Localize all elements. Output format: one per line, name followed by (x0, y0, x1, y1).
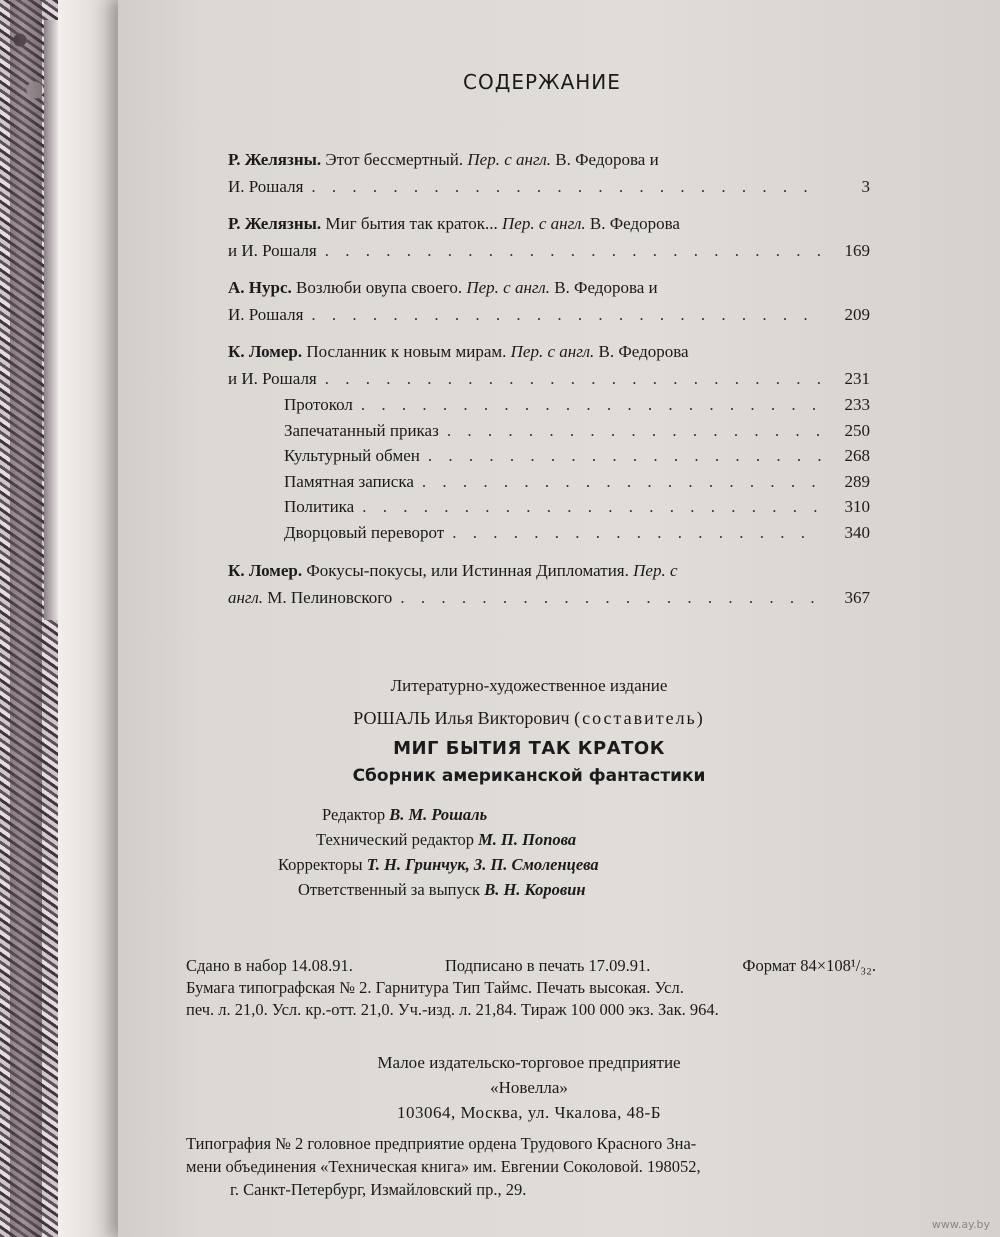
toc-translation-cont: англ. (228, 588, 264, 607)
staff-label: Корректоры (278, 855, 363, 874)
staff-name: М. П. Попова (478, 830, 577, 849)
publisher-address: 103064, Москва, ул. Чкалова, 48-Б (396, 1103, 661, 1122)
toc-translator: В. Федорова и (554, 278, 658, 297)
staff-line (278, 852, 599, 877)
tech-typeset: Сдано в набор 14.08.91. (186, 956, 353, 975)
dot-leader (428, 443, 822, 469)
editorial-staff (278, 802, 599, 902)
staff-label: Редактор (322, 805, 386, 824)
toc-translation: Пер. с (633, 561, 678, 580)
printing-line: г. Санкт-Петербург, Измайловский пр., 29. (230, 1180, 527, 1199)
printing-line: мени объединения «Техническая книга» им. Евгении Соколовой. 198052, (186, 1157, 701, 1176)
technical-details (186, 955, 876, 1021)
toc-translation: Пер. с англ. (467, 150, 552, 169)
toc-entry (228, 338, 870, 392)
subentry-title: Дворцовый переворот (284, 522, 445, 542)
toc-translation: Пер. с англ. (466, 278, 550, 297)
dot-leader (325, 238, 822, 264)
compiler-name: РОШАЛЬ Илья Викторович (353, 708, 570, 728)
book-page (118, 0, 1000, 1237)
tech-paper: Бумага типографская № 2. Гарнитура Тип Таймс. Печать высокая. Усл. (186, 978, 684, 997)
subentry-page: 268 (844, 446, 870, 465)
edition-kind: Литературно-художественное издание (390, 676, 668, 695)
subentry-page: 340 (844, 522, 870, 542)
toc-title: Миг бытия так краток... (325, 214, 498, 233)
dot-leader (422, 469, 822, 495)
subentry-title: Культурный обмен (284, 446, 420, 465)
toc-subentry (284, 392, 870, 418)
toc-subentries (228, 392, 870, 545)
toc-page-number: 367 (844, 588, 870, 607)
dot-leader (325, 366, 822, 392)
toc-entry (228, 557, 870, 611)
subentry-page: 310 (844, 497, 870, 516)
site-watermark: www.ay.by (931, 1218, 990, 1231)
compiler-role: (составитель) (574, 708, 705, 728)
toc-subentry (284, 443, 870, 469)
cover-edge (44, 20, 58, 620)
toc-translator: В. Федорова (589, 214, 680, 233)
dot-leader (362, 494, 822, 520)
staff-name: Т. Н. Гринчук, З. П. Смоленцева (366, 855, 599, 874)
toc-title: Этот бессмертный. (325, 150, 464, 169)
staff-line (278, 827, 599, 852)
staff-label: Технический редактор (316, 830, 474, 849)
toc-page-number: 169 (844, 241, 870, 260)
book-title: МИГ БЫТИЯ ТАК КРАТОК (393, 738, 665, 759)
dot-leader (400, 585, 822, 611)
subentry-page: 250 (844, 420, 870, 440)
toc-translation: Пер. с англ. (510, 342, 595, 361)
staff-label: Ответственный за выпуск (298, 880, 481, 899)
toc-subentry (284, 520, 870, 546)
publisher-brand: «Новелла» (490, 1078, 568, 1097)
toc-author: Р. Желязны. (228, 214, 322, 233)
publisher-info (88, 1050, 970, 1125)
toc-subentry (284, 418, 870, 444)
staff-line (278, 802, 599, 827)
toc-translator-cont: и И. Рошаля (228, 241, 317, 260)
toc-page-number: 231 (844, 369, 870, 388)
dot-leader (447, 418, 822, 444)
subentry-page: 233 (844, 395, 870, 414)
staff-name: В. Н. Коровин (484, 880, 586, 899)
toc-title: Возлюби овупа своего. (296, 278, 463, 297)
toc-subentry (284, 494, 870, 520)
toc-translator: В. Федорова и (555, 150, 659, 169)
dot-leader (452, 520, 822, 546)
book-cover (0, 0, 58, 1237)
toc-entry (228, 210, 870, 264)
tech-signed: Подписано в печать 17.09.91. (444, 956, 651, 975)
printing-line: Типография № 2 головное предприятие ордена Трудового Красного Зна- (186, 1134, 697, 1153)
toc-author: А. Нурс. (228, 278, 292, 297)
dot-leader (311, 174, 822, 200)
dot-leader (361, 392, 822, 418)
toc-translator: В. Федорова (598, 342, 689, 361)
toc-author: К. Ломер. (228, 561, 303, 580)
subentry-title: Протокол (284, 395, 353, 414)
publisher-name: Малое издательско-торговое предприятие (377, 1053, 681, 1072)
staff-line (278, 877, 599, 902)
subentry-title: Памятная записка (284, 471, 414, 491)
toc-subentry (284, 469, 870, 495)
toc-title: Посланник к новым мирам. (306, 342, 507, 361)
subentry-title: Политика (284, 497, 355, 516)
toc-entry (228, 146, 870, 200)
tech-format: Формат 84×108¹/₃₂. (742, 956, 876, 975)
compiler-line (88, 708, 970, 729)
dot-leader (311, 302, 822, 328)
toc-translator-cont: И. Рошаля (228, 305, 304, 324)
toc-translator-cont: И. Рошаля (228, 177, 304, 196)
table-of-contents (228, 146, 870, 621)
toc-page-number: 3 (861, 177, 870, 196)
tech-print-run: печ. л. 21,0. Усл. кр.-отт. 21,0. Уч.-изд. л. 21,84. Тираж 100 000 экз. Зак. 964. (186, 1000, 719, 1019)
printing-house (186, 1132, 876, 1201)
subentry-page: 289 (844, 471, 870, 491)
book-subtitle: Сборник американской фантастики (352, 766, 706, 786)
staff-name: В. М. Рошаль (389, 805, 488, 824)
toc-translator-cont: М. Пелиновского (267, 588, 393, 607)
toc-translator-cont: и И. Рошаля (228, 369, 317, 388)
toc-author: К. Ломер. (228, 342, 303, 361)
cover-pattern (10, 0, 42, 1237)
toc-translation: Пер. с англ. (502, 214, 586, 233)
page-title: СОДЕРЖАНИЕ (463, 70, 621, 94)
subentry-title: Запечатанный приказ (284, 420, 439, 440)
toc-page-number: 209 (844, 305, 870, 324)
toc-title: Фокусы-покусы, или Истинная Дипломатия. (306, 561, 629, 580)
toc-author: Р. Желязны. (228, 150, 322, 169)
toc-entry (228, 274, 870, 328)
